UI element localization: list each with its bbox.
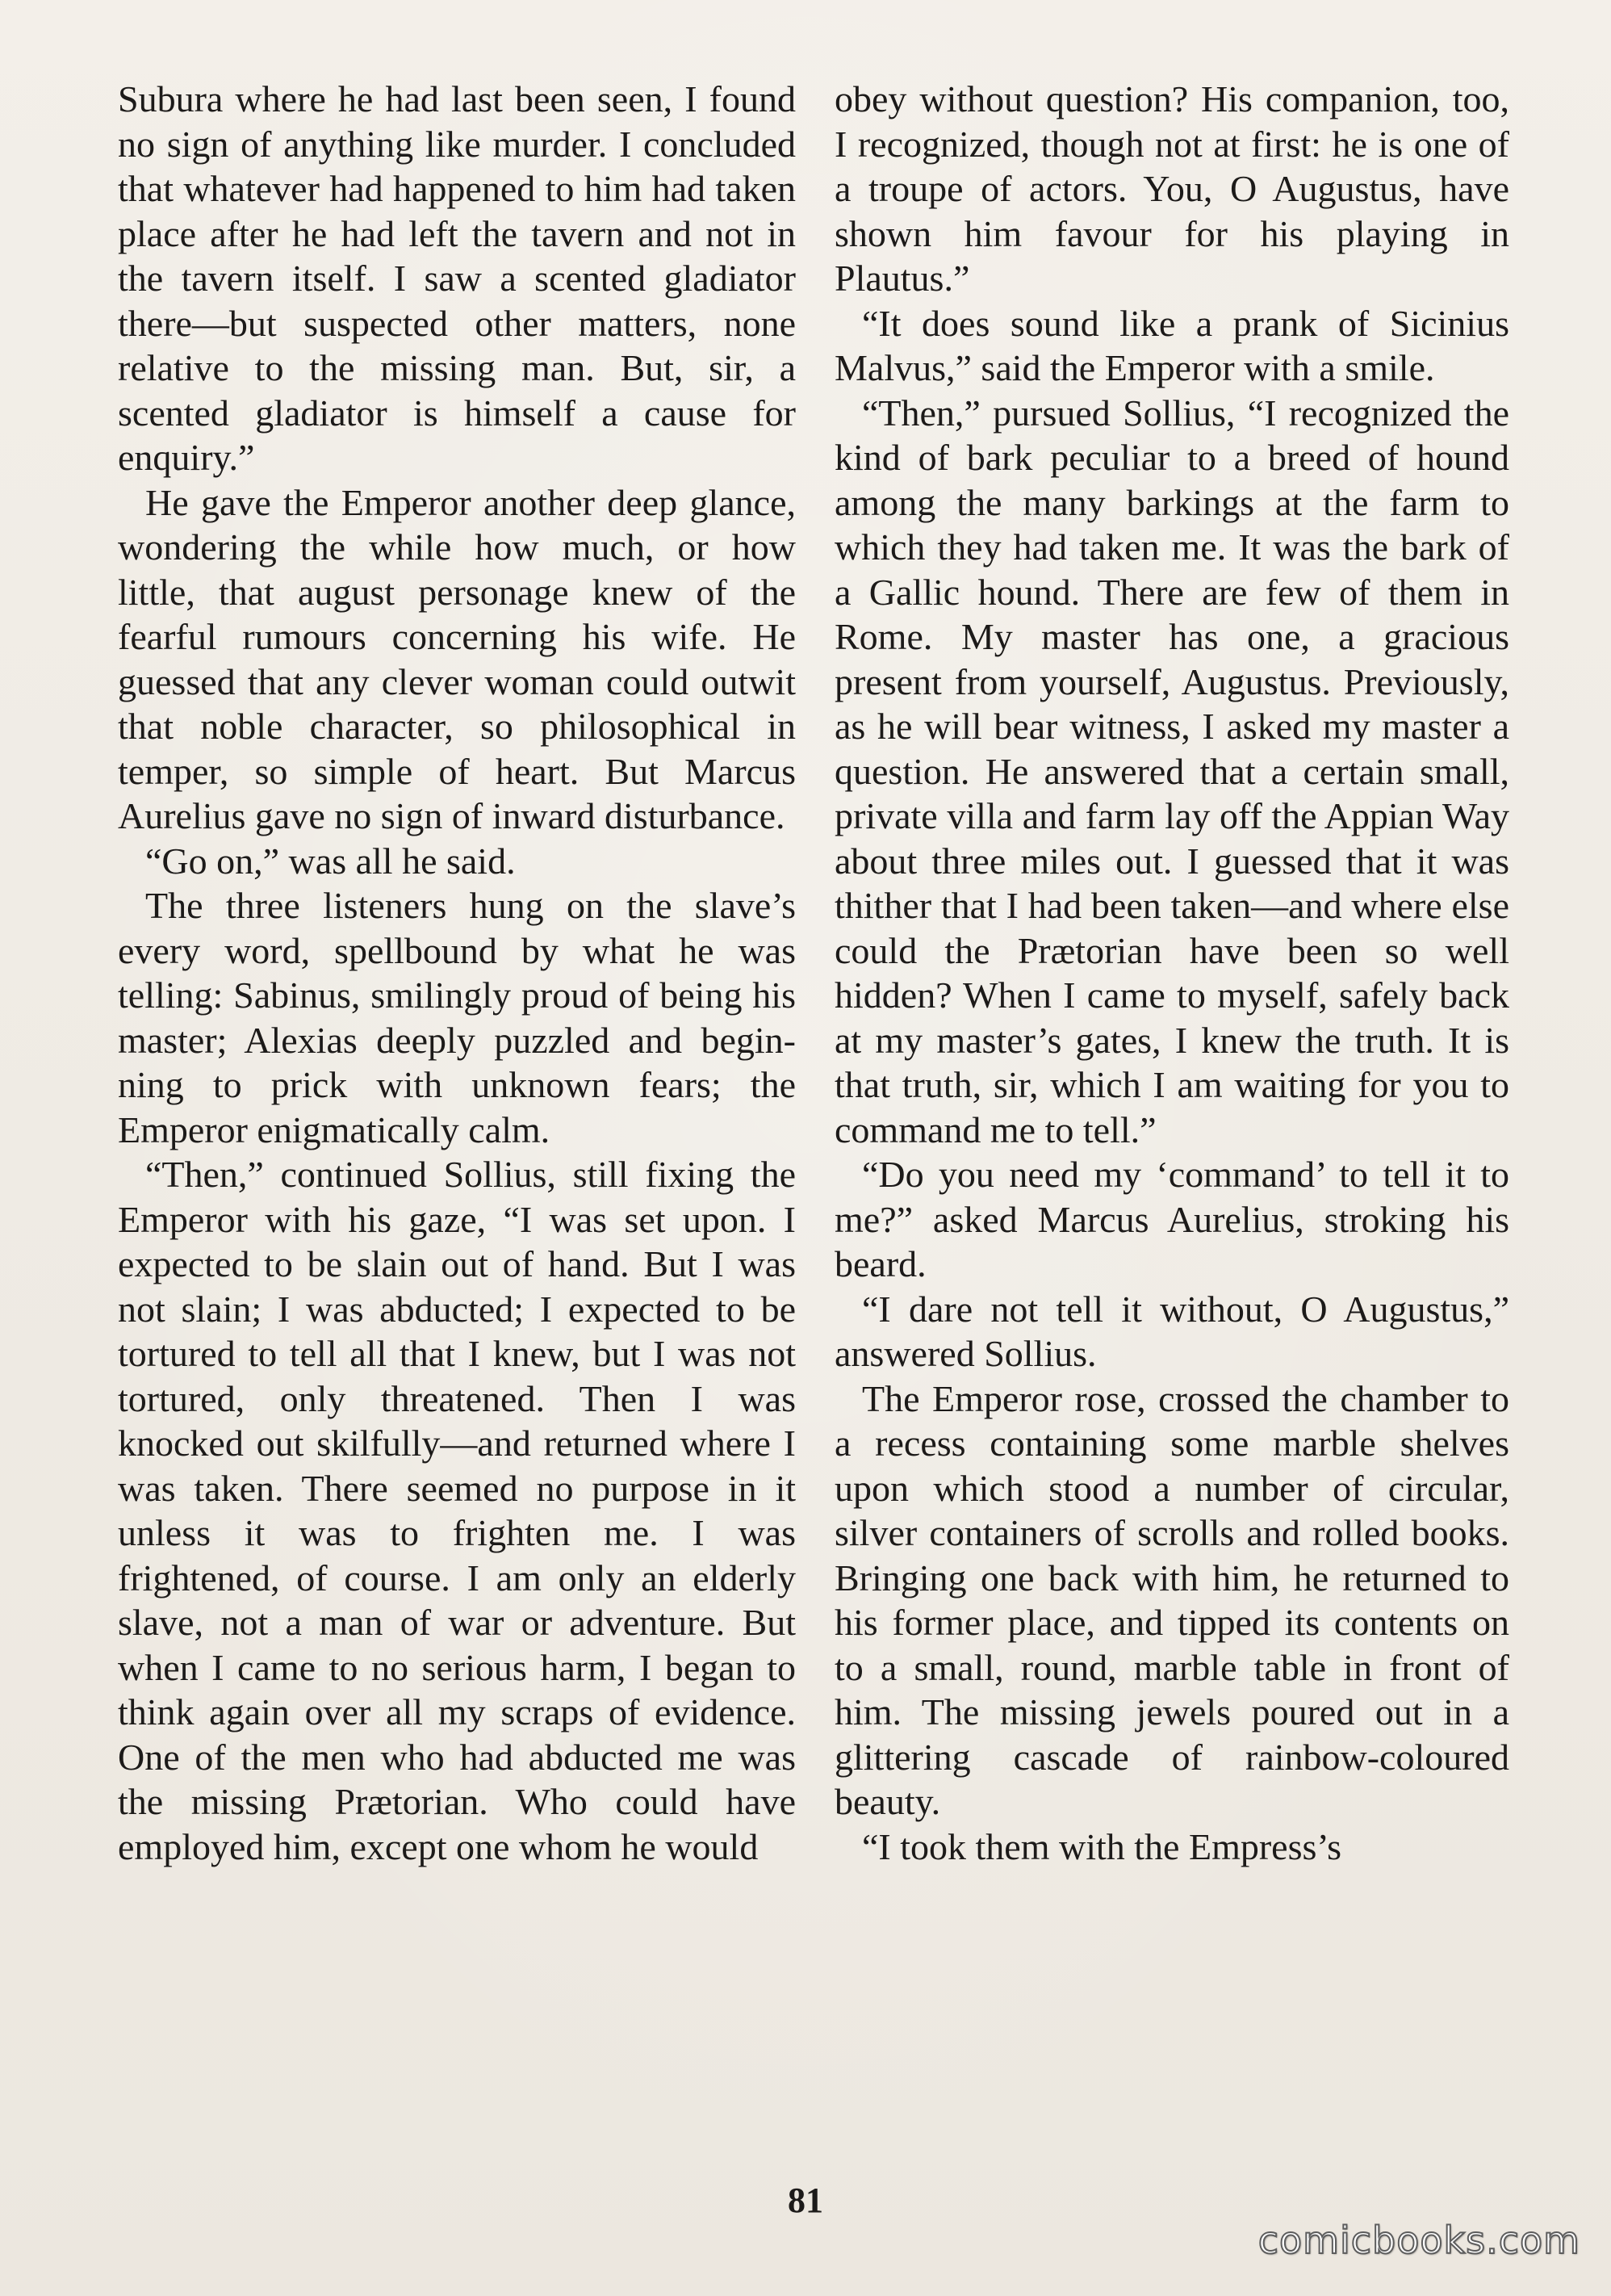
paragraph: “I took them with the Empress’s (862, 1825, 1342, 1867)
watermark: comicbooks.com (1257, 2218, 1580, 2262)
paragraph: “Go on,” was all he said. (145, 840, 516, 882)
right-column (835, 77, 1509, 1869)
paragraph: obey without question? His companion, too, I recognized, though not at first: he is one of a troupe of actors. You, O Augustus, have shown him favour for his playing in Plautus.” (835, 78, 1509, 299)
left-column (118, 77, 796, 1869)
paragraph: The Emperor rose, crossed the chamber to a recess containing some marble shelves upon which stood a number of circular, silver containers of scrolls and rolled books. Bringing one back with him, he returned to his former place, and tipped its contents on to a small, round, marble table in front of him. The missing jewels poured out in a glittering cascade of rainbow-coloured beauty. (835, 1377, 1509, 1822)
paragraph: “Do you need my ‘command’ to tell it to me?” asked Marcus Aurelius, stroking his beard. (835, 1154, 1509, 1284)
paragraph: “Then,” pursued Sollius, “I recognized the kind of bark peculiar to a breed of hound among the many barkings at the farm to which they had taken me. It was the bark of a Gallic hound. There are few of them in Rome. My master has one, a gracious present from yourself, Augustus. Previously, as he will bear witness, I asked my master a question. He answered that a certain small, private villa and farm lay off the Appian Way about three miles out. I guessed that it was thither that I had been taken—and where else could the Prætorian have been so well hidden? When I came to myself, safely back at my master’s gates, I knew the truth. It is that truth, sir, which I am waiting for you to command me to tell.” (835, 392, 1509, 1150)
paragraph: “I dare not tell it without, O Augustus,” answered Sollius. (835, 1288, 1509, 1374)
page-number: 81 (788, 2181, 823, 2220)
paragraph: Subura where he had last been seen, I found no sign of anything like murder. I concluded that whatever had happened to him had taken place after he had left the tavern and not in the tavern itself. I saw a scented gladiator there—but suspected other matters, none relative to the missing man. But, sir, a scented gladiator is himself a cause for enquiry.” (118, 78, 796, 478)
paragraph: “Then,” continued Sollius, still fixing the Emperor with his gaze, “I was set upon. I expected to be slain out of hand. But I was not slain; I was abducted; I expected to be tortured to tell all that I knew, but I was not tortured, only threatened. Then I was knocked out skilfully—and returned where I was taken. There seemed no purpose in it unless it was to frighten me. I was frightened, of course. I am only an elderly slave, not a man of war or adventure. But when I came to no serious harm, I began to think again over all my scraps of evidence. One of the men who had abducted me was the missing Prætorian. Who could have employed him, except one whom he would (118, 1154, 796, 1867)
paragraph: He gave the Emperor another deep glance, wondering the while how much, or how little, that august personage knew of the fearful rumours concerning his wife. He guessed that any clever woman could outwit that noble character, so philosophical in temper, so simple of heart. But Marcus Aurelius gave no sign of inward disturbance. (118, 481, 796, 836)
paragraph: “It does sound like a prank of Sicinius Malvus,” said the Emperor with a smile. (835, 302, 1509, 388)
paragraph: The three listeners hung on the slave’s every word, spellbound by what he was telling: Sabinus, smilingly proud of being his master; Alexias deeply puzzled and beginning to prick with unknown fears; the Emperor enigmatically calm. (118, 885, 796, 1150)
